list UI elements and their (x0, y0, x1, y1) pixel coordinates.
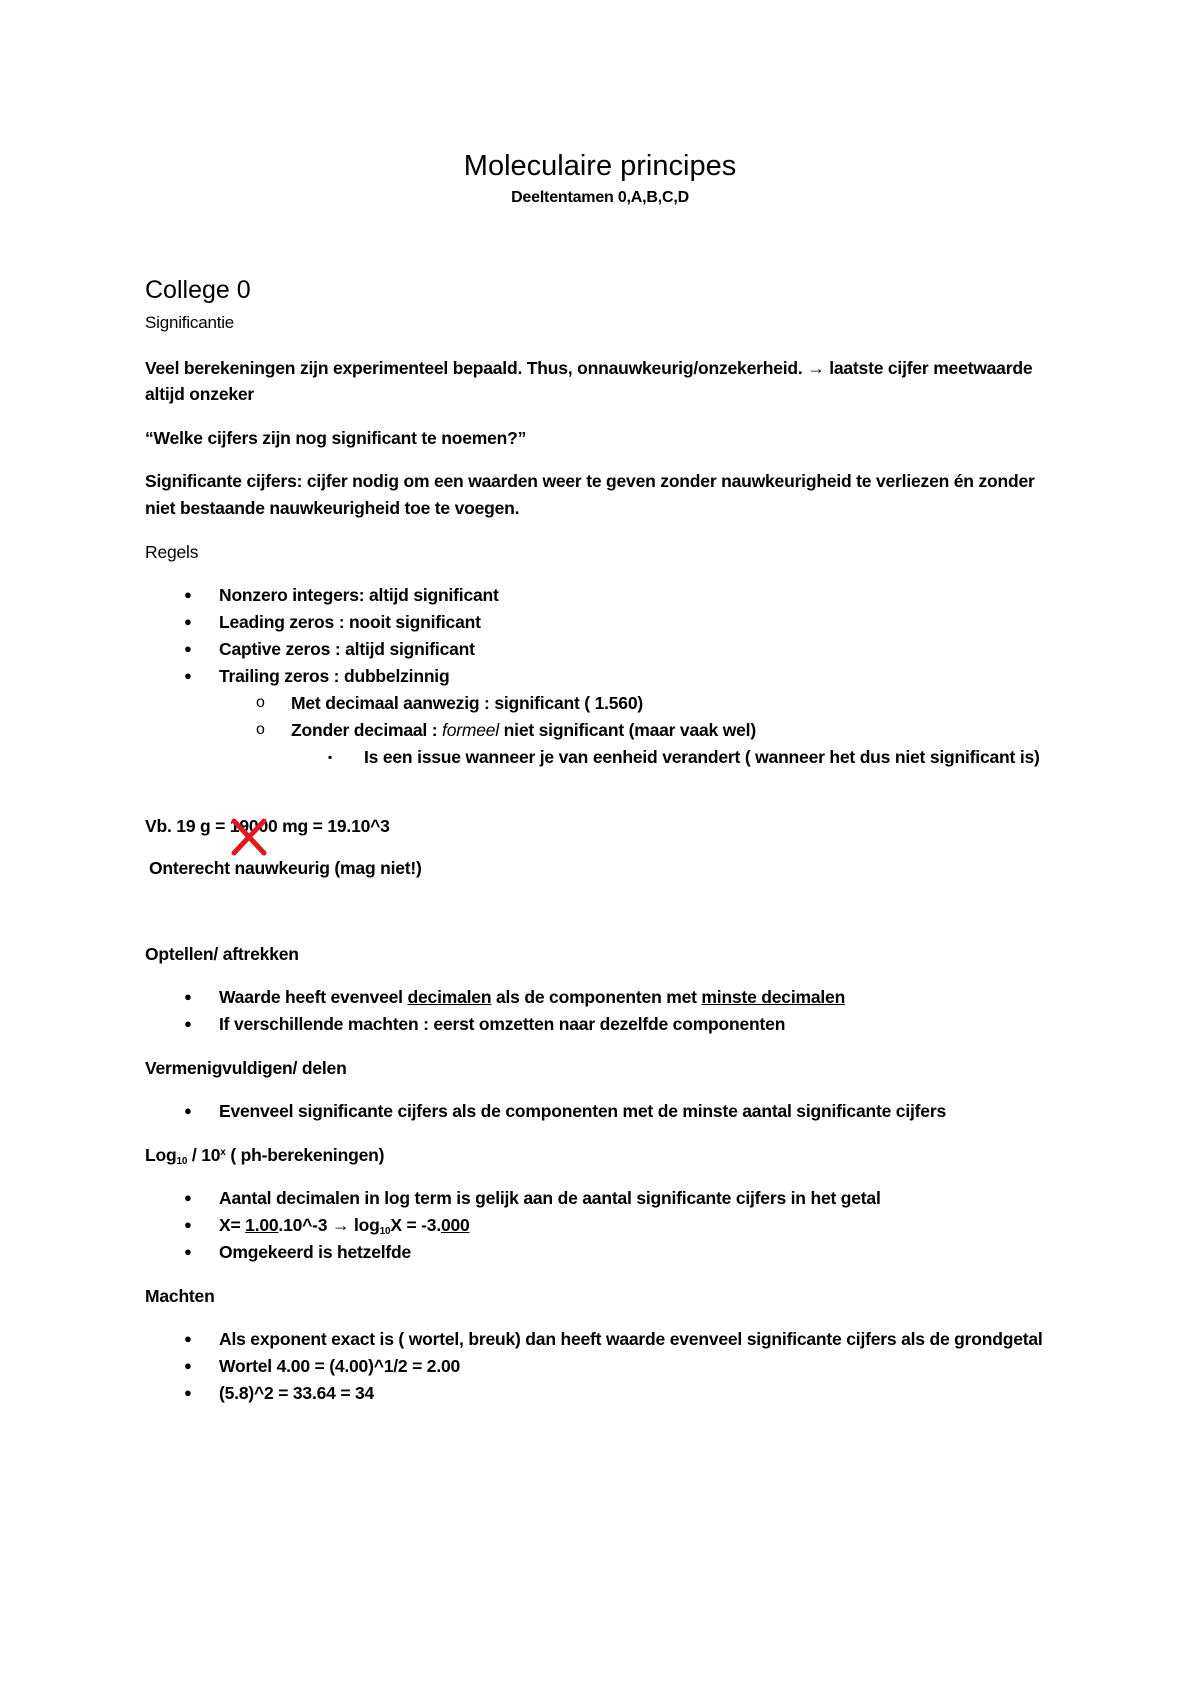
sub-sub-bullet-icon: ▪ (328, 750, 333, 764)
section-heading-significantie: Significantie (145, 313, 235, 332)
college-heading: College 0 (145, 276, 251, 304)
list-item: If verschillende machten : eerst omzetten naar dezelfde componenten (219, 1014, 786, 1034)
list-item: X= 1.00.10^-3 → $\log_{10}X = -3.000$ (219, 1215, 470, 1237)
list-item: Aantal decimalen in log term is gelijk aan de aantal significante cijfers in het getal (219, 1188, 881, 1208)
sub-sub-list-item: Is een issue wanneer je van eenheid verandert ( wanneer het dus niet significant is) (364, 747, 1040, 767)
correction-x-icon (228, 815, 272, 859)
intro-line-2: altijd onzeker (145, 384, 255, 404)
section-heading-vermenigvuldigen: Vermenigvuldigen/ delen (145, 1058, 347, 1078)
sub-list-item: Met decimaal aanwezig : significant ( 1.560) (291, 693, 644, 713)
bullet-icon: ● (184, 1244, 192, 1259)
bullet-icon: ● (184, 1016, 192, 1031)
sub-bullet-icon: o (256, 694, 265, 711)
list-item: Als exponent exact is ( wortel, breuk) dan heeft waarde evenveel significante cijfers als de grondgetal (219, 1329, 1043, 1349)
bullet-icon: ● (184, 587, 192, 602)
definition-line-2: niet bestaande nauwkeurigheid toe te voegen. (145, 498, 520, 518)
bullet-icon: ● (184, 641, 192, 656)
bullet-icon: ● (184, 1190, 192, 1205)
list-item: Trailing zeros : dubbelzinnig (219, 666, 450, 686)
quote-line: “Welke cijfers zijn nog significant te noemen?” (145, 428, 527, 448)
example-note: Onterecht nauwkeurig (mag niet!) (149, 858, 422, 878)
list-item: Nonzero integers: altijd significant (219, 585, 499, 605)
list-item: Leading zeros : nooit significant (219, 612, 481, 632)
list-item: Omgekeerd is hetzelfde (219, 1242, 412, 1262)
intro-line-1: Veel berekeningen zijn experimenteel bepaald. Thus, onnauwkeurig/onzekerheid. → laatste cijfer meetwaarde (145, 358, 1033, 378)
page-title: Moleculaire principes (463, 150, 737, 182)
section-heading-machten: Machten (145, 1286, 215, 1306)
bullet-icon: ● (184, 1217, 192, 1232)
page-subtitle: Deeltentamen 0,A,B,C,D (511, 189, 689, 206)
list-item: (5.8)^2 = 33.64 = 34 (219, 1383, 375, 1403)
sub-bullet-icon: o (256, 721, 265, 738)
bullet-icon: ● (184, 1385, 192, 1400)
section-heading-optellen: Optellen/ aftrekken (145, 944, 299, 964)
bullet-icon: ● (184, 989, 192, 1004)
bullet-icon: ● (184, 614, 192, 629)
definition-line-1: Significante cijfers: cijfer nodig om een waarden weer te geven zonder nauwkeurigheid te verliezen én zonder (145, 471, 1035, 491)
section-heading-log: Log$_{10}$ / 10$^x$ ( ph-berekeningen) (145, 1145, 385, 1167)
bullet-icon: ● (184, 1358, 192, 1373)
list-item: Wortel 4.00 = (4.00)^1/2 = 2.00 (219, 1356, 461, 1376)
list-item: Waarde heeft evenveel decimalen als de componenten met minste decimalen (219, 987, 846, 1007)
example-line: Vb. 19 g = 19000 mg = 19.10^3 (145, 816, 390, 836)
bullet-icon: ● (184, 1331, 192, 1346)
list-item: Captive zeros : altijd significant (219, 639, 475, 659)
rules-heading: Regels (145, 542, 199, 562)
bullet-icon: ● (184, 1103, 192, 1118)
list-item: Evenveel significante cijfers als de componenten met de minste aantal significante cijfers (219, 1101, 946, 1121)
sub-list-item: Zonder decimaal : formeel niet significant (maar vaak wel) (291, 720, 756, 740)
bullet-icon: ● (184, 668, 192, 683)
